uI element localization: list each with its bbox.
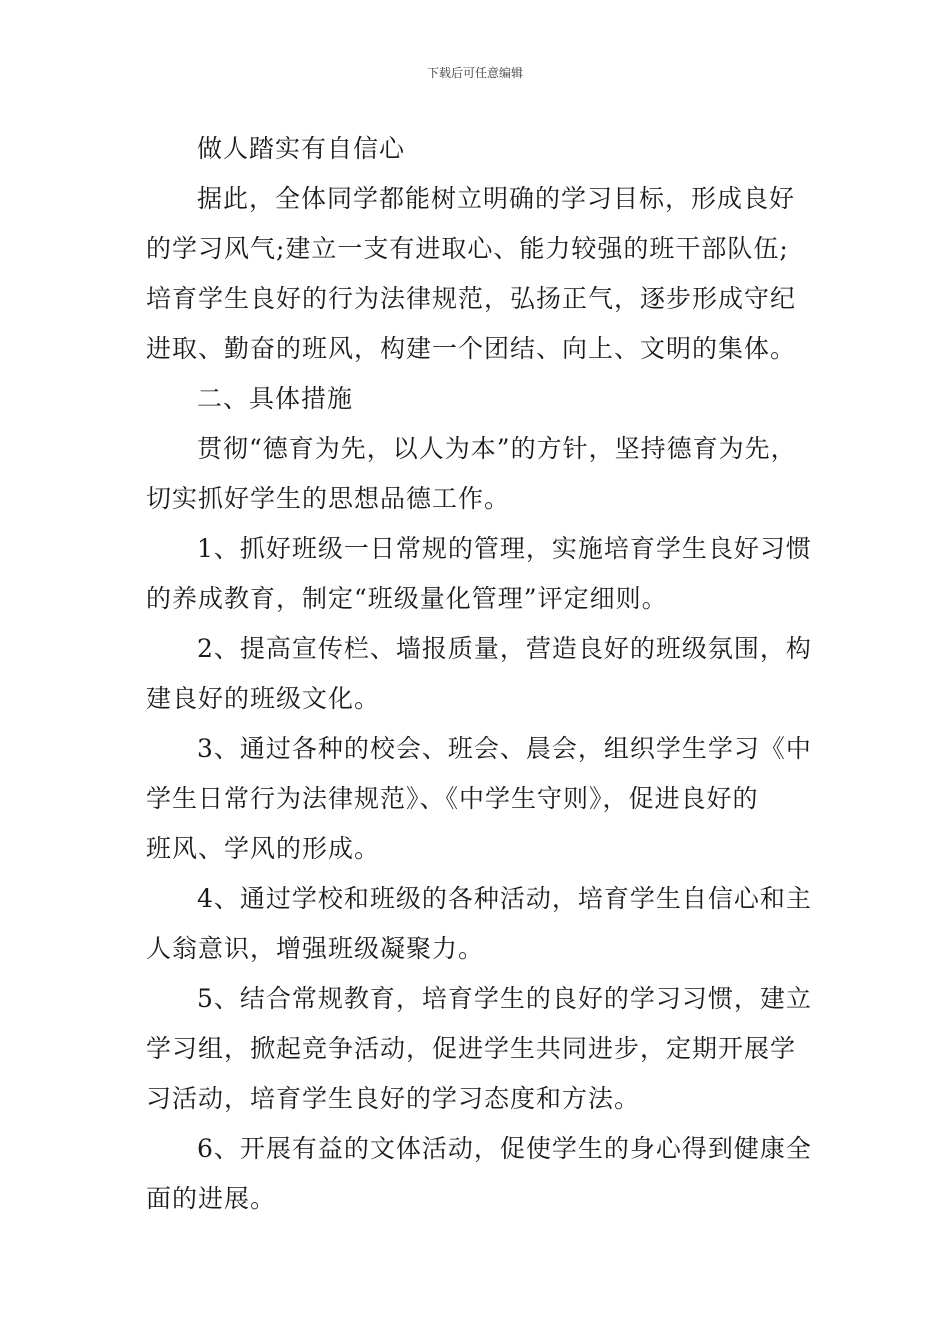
text-line: 班风、学风的形成。	[146, 834, 381, 863]
page-header: 下载后可任意编辑	[426, 66, 523, 80]
text-line: 人翁意识，增强班级凝聚力。	[146, 934, 485, 963]
text-line: 2、提高宣传栏、墙报质量，营造良好的班级氛围，构	[197, 634, 812, 663]
text-line: 学习组，掀起竞争活动，促进学生共同进步，定期开展学	[146, 1034, 797, 1063]
text-line: 切实抓好学生的思想品德工作。	[146, 484, 511, 513]
text-line: 6、开展有益的文体活动，促使学生的身心得到健康全	[197, 1134, 812, 1163]
text-line: 建良好的班级文化。	[146, 684, 381, 713]
text-line: 5、结合常规教育，培育学生的良好的学习习惯，建立	[197, 984, 812, 1013]
text-line: 做人踏实有自信心	[197, 134, 406, 163]
text-line: 的学习风气;建立一支有进取心、能力较强的班干部队伍;	[146, 234, 789, 263]
text-line: 贯彻“德育为先，以人为本”的方针，坚持德育为先，	[197, 434, 797, 463]
text-line: 1、抓好班级一日常规的管理，实施培育学生良好习惯	[197, 534, 812, 563]
text-line: 3、通过各种的校会、班会、晨会，组织学生学习《中	[197, 734, 812, 763]
section-heading: 二、具体措施	[197, 384, 354, 413]
text-line: 的养成教育，制定“班级量化管理”评定细则。	[146, 584, 668, 613]
text-line: 4、通过学校和班级的各种活动，培育学生自信心和主	[197, 884, 812, 913]
text-line: 据此，全体同学都能树立明确的学习目标，形成良好	[197, 184, 796, 213]
text-line: 面的进展。	[146, 1184, 277, 1213]
text-line: 学生日常行为法律规范》、《中学生守则》，促进良好的	[146, 784, 759, 813]
text-line: 习活动，培育学生良好的学习态度和方法。	[146, 1084, 641, 1113]
text-line: 进取、勤奋的班风，构建一个团结、向上、文明的集体。	[146, 334, 797, 363]
text-line: 培育学生良好的行为法律规范，弘扬正气，逐步形成守纪	[146, 284, 797, 313]
